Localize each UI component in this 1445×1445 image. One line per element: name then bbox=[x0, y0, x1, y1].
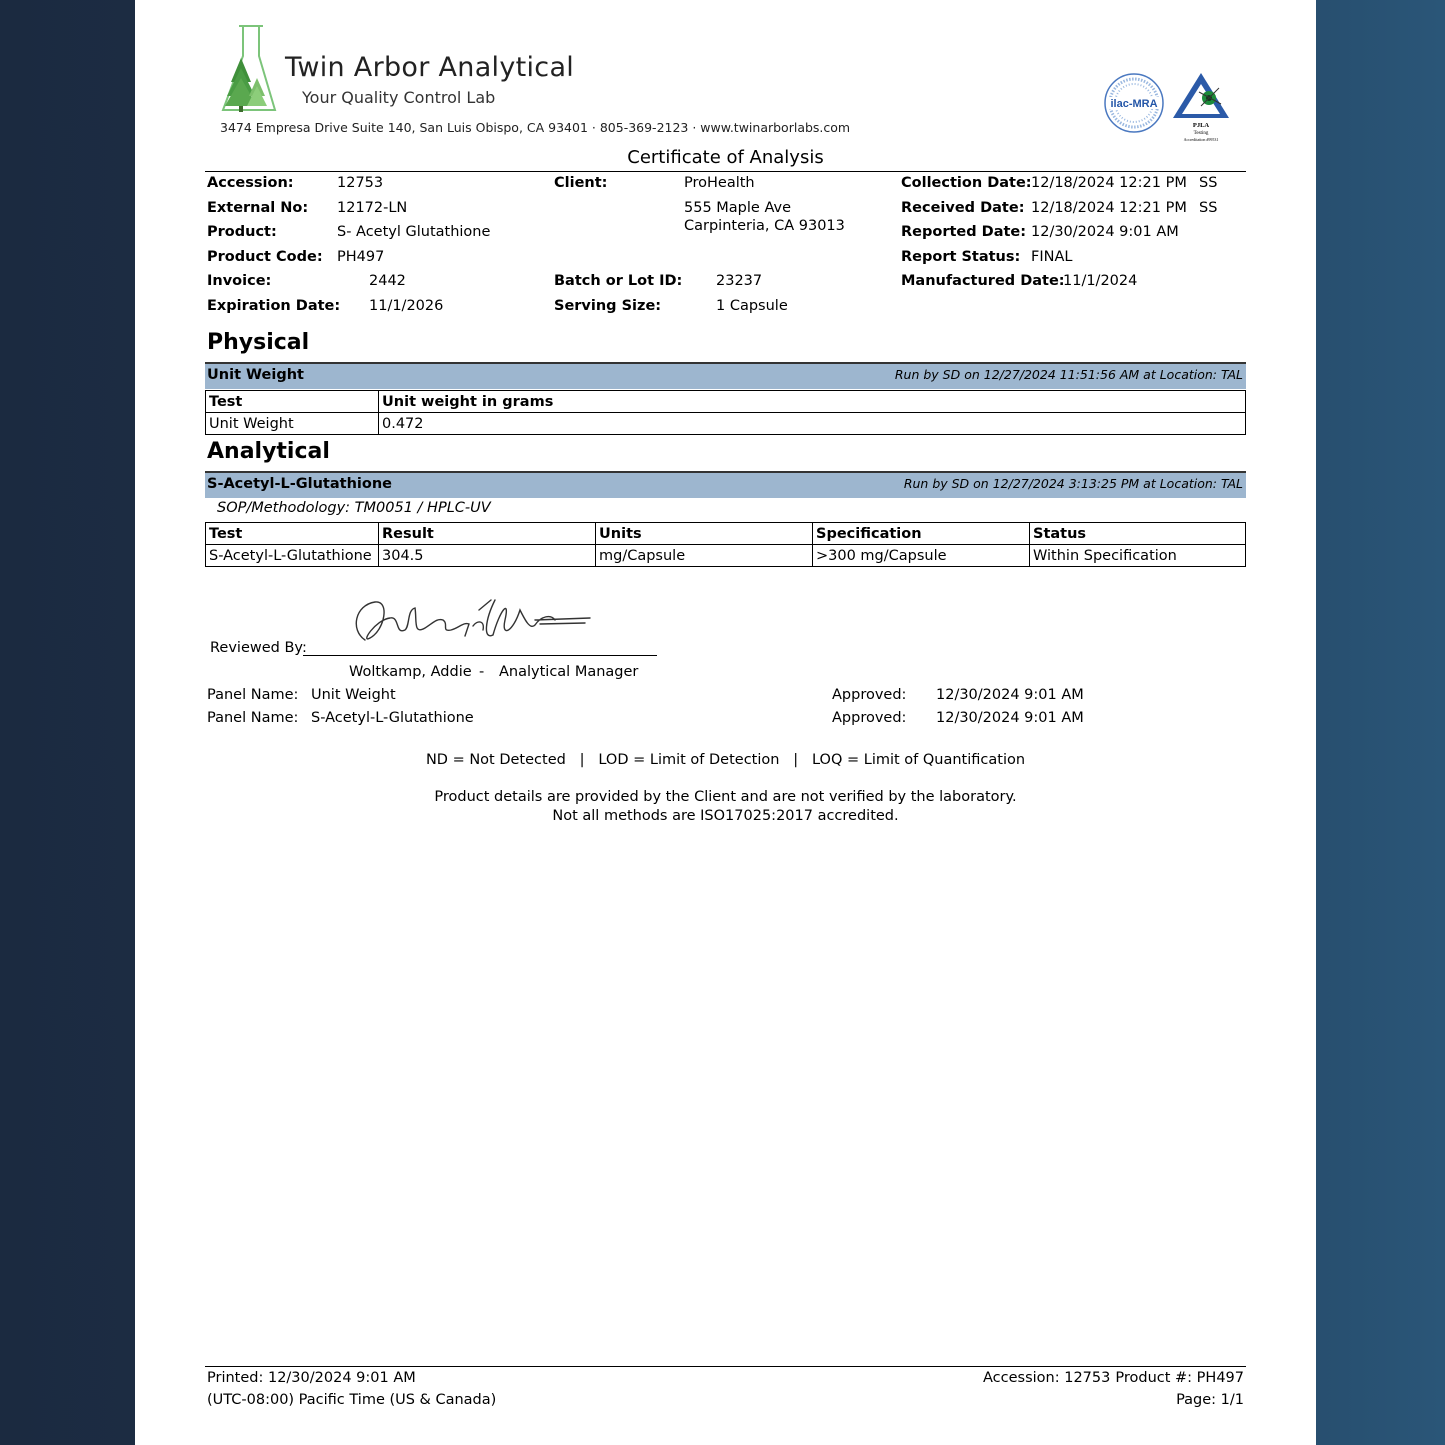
manufactured-date-label: Manufactured Date: bbox=[901, 273, 1065, 289]
footer-printed: Printed: 12/30/2024 9:01 AM bbox=[207, 1370, 416, 1386]
ilac-logo-text: ilac-MRA bbox=[1110, 98, 1158, 110]
glutathione-bar bbox=[205, 471, 1246, 498]
abbreviation-legend: ND = Not Detected | LOD = Limit of Detection | LOQ = Limit of Quantification bbox=[425, 752, 1026, 768]
report-status-label: Report Status: bbox=[901, 249, 1021, 265]
client-address-line1: 555 Maple Ave bbox=[684, 200, 792, 216]
invoice-label: Invoice: bbox=[207, 273, 272, 289]
signature-line bbox=[303, 655, 657, 656]
product-value: S- Acetyl Glutathione bbox=[337, 224, 491, 240]
product-code-value: PH497 bbox=[337, 249, 385, 265]
title-rule bbox=[205, 171, 1246, 172]
certificate-page bbox=[135, 0, 1316, 1445]
header-cell: Result bbox=[379, 523, 596, 545]
panel-name-label: Panel Name: bbox=[207, 687, 299, 703]
expiration-label: Expiration Date: bbox=[207, 298, 341, 314]
ilac-mra-logo-icon bbox=[1103, 72, 1165, 134]
pjla-logo-icon bbox=[1171, 70, 1233, 144]
unit-weight-bar bbox=[205, 362, 1246, 389]
report-status-value: FINAL bbox=[1031, 249, 1073, 265]
lab-name: Twin Arbor Analytical bbox=[285, 52, 575, 83]
table-cell: Within Specification bbox=[1030, 545, 1246, 567]
approved-label: Approved: bbox=[832, 687, 907, 703]
serving-label: Serving Size: bbox=[554, 298, 662, 314]
pjla-logo-acc: Accreditation #99531 bbox=[1183, 137, 1219, 142]
header-cell: Unit weight in grams bbox=[379, 391, 1246, 413]
header-cell: Units bbox=[596, 523, 813, 545]
footer-accession: Accession: 12753 bbox=[983, 1370, 1111, 1386]
reported-date-value: 12/30/2024 9:01 AM bbox=[1031, 224, 1179, 240]
sop-methodology: SOP/Methodology: TM0051 / HPLC-UV bbox=[217, 500, 491, 516]
table-cell: Unit Weight bbox=[206, 413, 379, 435]
header-cell: Test bbox=[206, 391, 379, 413]
collection-date-value: 12/18/2024 12:21 PM bbox=[1031, 175, 1187, 191]
received-date-value: 12/18/2024 12:21 PM bbox=[1031, 200, 1187, 216]
footer-product: Product #: PH497 bbox=[1115, 1370, 1244, 1386]
reported-date-label: Reported Date: bbox=[901, 224, 1027, 240]
header-cell: Status bbox=[1030, 523, 1246, 545]
unit-weight-run-info: Run by SD on 12/27/2024 11:51:56 AM at Location: TAL bbox=[894, 367, 1243, 382]
client-label: Client: bbox=[554, 175, 608, 191]
invoice-value: 2442 bbox=[369, 273, 406, 289]
physical-heading: Physical bbox=[207, 330, 310, 355]
analytical-table bbox=[205, 522, 1246, 567]
manufactured-date-value: 11/1/2024 bbox=[1063, 273, 1138, 289]
footer-rule bbox=[205, 1366, 1246, 1367]
panel-name-label: Panel Name: bbox=[207, 710, 299, 726]
approved-label: Approved: bbox=[832, 710, 907, 726]
accession-label: Accession: bbox=[207, 175, 294, 191]
expiration-value: 11/1/2026 bbox=[369, 298, 444, 314]
approved-value: 12/30/2024 9:01 AM bbox=[936, 710, 1084, 726]
accession-value: 12753 bbox=[337, 175, 384, 191]
analytical-heading: Analytical bbox=[207, 439, 330, 464]
client-name: ProHealth bbox=[684, 175, 755, 191]
table-cell: mg/Capsule bbox=[596, 545, 813, 567]
batch-label: Batch or Lot ID: bbox=[554, 273, 683, 289]
serving-value: 1 Capsule bbox=[716, 298, 788, 314]
external-value: 12172-LN bbox=[337, 200, 408, 216]
approved-value: 12/30/2024 9:01 AM bbox=[936, 687, 1084, 703]
table-header-row bbox=[206, 523, 1246, 545]
lab-address: 3474 Empresa Drive Suite 140, San Luis Obispo, CA 93401 · 805-369-2123 · www.twinarborlabs.com bbox=[220, 120, 851, 135]
reviewed-by-label: Reviewed By: bbox=[210, 640, 307, 656]
header-cell: Test bbox=[206, 523, 379, 545]
footer-page: Page: 1/1 bbox=[1176, 1392, 1244, 1408]
reviewer-dash: - bbox=[479, 664, 485, 680]
product-label: Product: bbox=[207, 224, 277, 240]
received-initials: SS bbox=[1199, 200, 1218, 216]
unit-weight-bar-title: Unit Weight bbox=[207, 367, 304, 383]
reviewer-name: Woltkamp, Addie bbox=[349, 664, 472, 680]
table-row bbox=[206, 413, 1246, 435]
glutathione-run-info: Run by SD on 12/27/2024 3:13:25 PM at Location: TAL bbox=[903, 476, 1243, 491]
table-cell: >300 mg/Capsule bbox=[813, 545, 1030, 567]
external-label: External No: bbox=[207, 200, 309, 216]
flask-tree-logo-icon bbox=[219, 22, 279, 117]
panel-name-value: S-Acetyl-L-Glutathione bbox=[311, 710, 474, 726]
table-cell: 304.5 bbox=[379, 545, 596, 567]
batch-value: 23237 bbox=[716, 273, 763, 289]
table-cell: 0.472 bbox=[379, 413, 1246, 435]
glutathione-bar-title: S-Acetyl-L-Glutathione bbox=[207, 476, 392, 492]
disclaimer-line1: Product details are provided by the Client and are not verified by the laboratory. bbox=[434, 789, 1017, 805]
table-cell: S-Acetyl-L-Glutathione bbox=[206, 545, 379, 567]
received-date-label: Received Date: bbox=[901, 200, 1025, 216]
pjla-logo-sub: Testing bbox=[1193, 131, 1209, 136]
lab-tagline: Your Quality Control Lab bbox=[302, 88, 496, 107]
product-code-label: Product Code: bbox=[207, 249, 323, 265]
collection-date-label: Collection Date: bbox=[901, 175, 1032, 191]
collection-initials: SS bbox=[1199, 175, 1218, 191]
physical-table bbox=[205, 390, 1246, 435]
reviewer-role: Analytical Manager bbox=[499, 664, 639, 680]
table-row bbox=[206, 545, 1246, 567]
header-cell: Specification bbox=[813, 523, 1030, 545]
footer-timezone: (UTC-08:00) Pacific Time (US & Canada) bbox=[207, 1392, 497, 1408]
disclaimer-line2: Not all methods are ISO17025:2017 accredited. bbox=[552, 808, 899, 824]
client-address-line2: Carpinteria, CA 93013 bbox=[684, 218, 845, 234]
document-title: Certificate of Analysis bbox=[627, 147, 824, 168]
pjla-logo-text: PJLA bbox=[1192, 122, 1210, 129]
table-header-row bbox=[206, 391, 1246, 413]
panel-name-value: Unit Weight bbox=[311, 687, 396, 703]
signature-image bbox=[345, 590, 595, 655]
